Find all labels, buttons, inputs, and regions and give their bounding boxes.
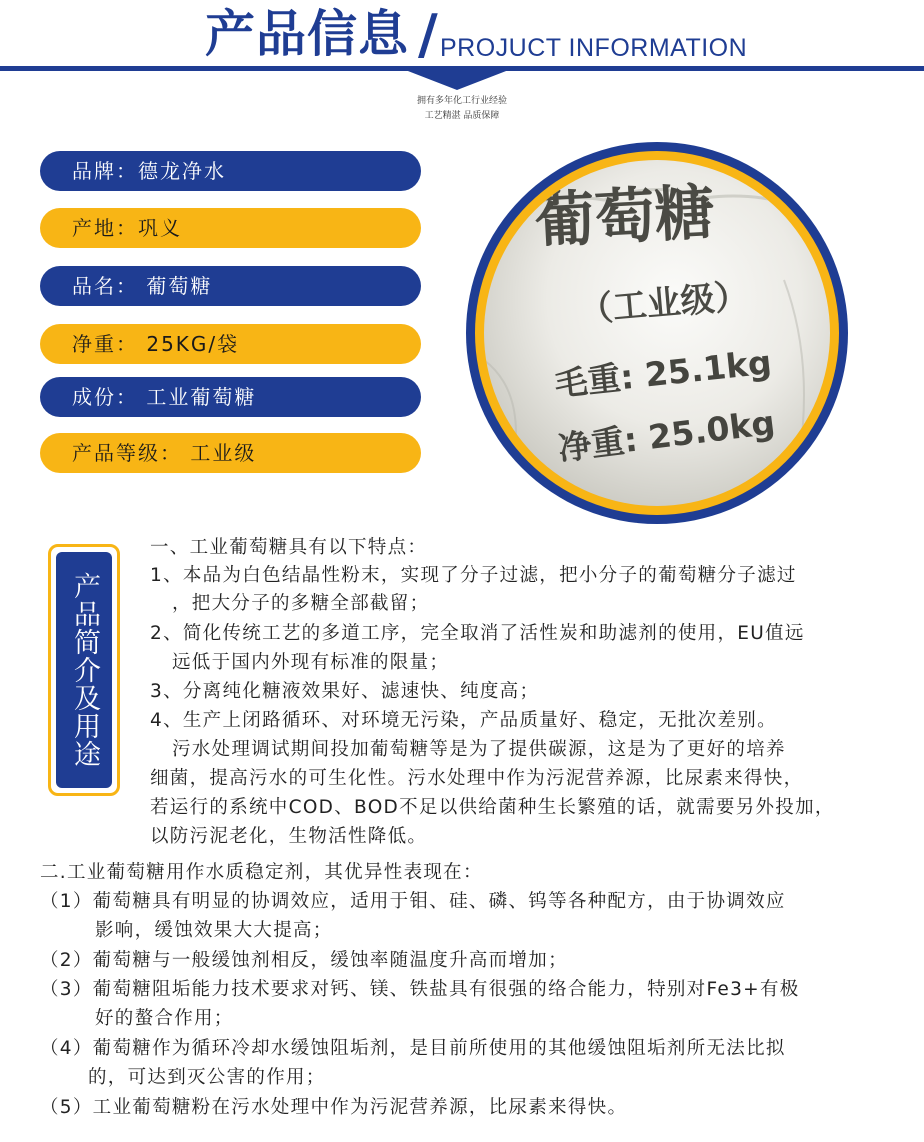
info-pill-weight: 净重： 25KG/袋 [40, 324, 421, 364]
section2-line: （4）葡萄糖作为循环冷却水缓蚀阻垢剂，是目前所使用的其他缓蚀阻垢剂所无法比拟 [40, 1038, 786, 1059]
section2-line: 的，可达到灭公害的作用； [88, 1067, 326, 1088]
section2-heading: 二.工业葡萄糖用作水质稳定剂，其优异性表现在： [40, 862, 483, 883]
bag-illustration [484, 160, 830, 506]
info-pill-ingredient: 成份： 工业葡萄糖 [40, 377, 421, 417]
header-tagline-2: 工艺精湛 品质保障 [424, 111, 500, 121]
intro-side-label [48, 544, 120, 796]
header-slash: / [418, 3, 438, 66]
header-title-cn: 产品信息 [205, 5, 409, 63]
product-bag-photo [484, 160, 830, 506]
section1-line: 4、生产上闭路循环、对环境无污染，产品质量好、稳定，无批次差别。 [150, 710, 777, 731]
section2-line: （2）葡萄糖与一般缓蚀剂相反，缓蚀率随温度升高而增加； [40, 950, 568, 971]
section1-line: 若运行的系统中COD、BOD不足以供给菌种生长繁殖的话，就需要另外投加， [150, 797, 835, 818]
section2-line: （5）工业葡萄糖粉在污水处理中作为污泥营养源，比尿素来得快。 [40, 1097, 628, 1118]
section1-line: ，把大分子的多糖全部截留； [172, 593, 430, 614]
info-pill-name: 品名： 葡萄糖 [40, 266, 421, 306]
section1-line: 1、本品为白色结晶性粉末，实现了分子过滤，把小分子的葡萄糖分子滤过 [150, 565, 797, 586]
info-pill-grade: 产品等级： 工业级 [40, 433, 421, 473]
section2-line: （1）葡萄糖具有明显的协调效应，适用于钼、硅、磷、钨等各种配方，由于协调效应 [40, 891, 786, 912]
bag-text-gross: 毛重: 25.1kg [552, 342, 774, 404]
section1-line: 2、简化传统工艺的多道工序，完全取消了活性炭和助滤剂的使用，EU值远 [150, 623, 805, 644]
intro-side-label-text: 产品简介及用途 [56, 552, 112, 788]
section2-line: 好的螯合作用； [95, 1008, 234, 1029]
page-header [0, 0, 924, 130]
bag-text-grade: （工业级） [577, 276, 751, 331]
header-title-en: PROJUCT INFORMATION [440, 34, 748, 62]
section1-heading: 一、工业葡萄糖具有以下特点： [150, 537, 428, 558]
info-pill-brand: 品牌：德龙净水 [40, 151, 421, 191]
info-pill-origin: 产地：巩义 [40, 208, 421, 248]
bag-text-product: 葡萄糖 [533, 177, 717, 257]
section2-line: 影响，缓蚀效果大大提高； [95, 920, 333, 941]
section1-line: 以防污泥老化，生物活性降低。 [150, 826, 428, 847]
header-notch [395, 66, 519, 90]
bag-text-net: 净重: 25.0kg [556, 402, 778, 468]
section1-line: 污水处理调试期间投加葡萄糖等是为了提供碳源，这是为了更好的培养 [172, 739, 786, 760]
header-tagline-1: 拥有多年化工行业经验 [416, 96, 507, 106]
section1-line: 细菌，提高污水的可生化性。污水处理中作为污泥营养源，比尿素来得快， [150, 768, 804, 789]
section2-line: （3）葡萄糖阻垢能力技术要求对钙、镁、铁盐具有很强的络合能力，特别对Fe3+有极 [40, 979, 800, 1000]
section1-line: 3、分离纯化糖液效果好、滤速快、纯度高； [150, 681, 540, 702]
section1-line: 远低于国内外现有标准的限量； [172, 652, 450, 673]
